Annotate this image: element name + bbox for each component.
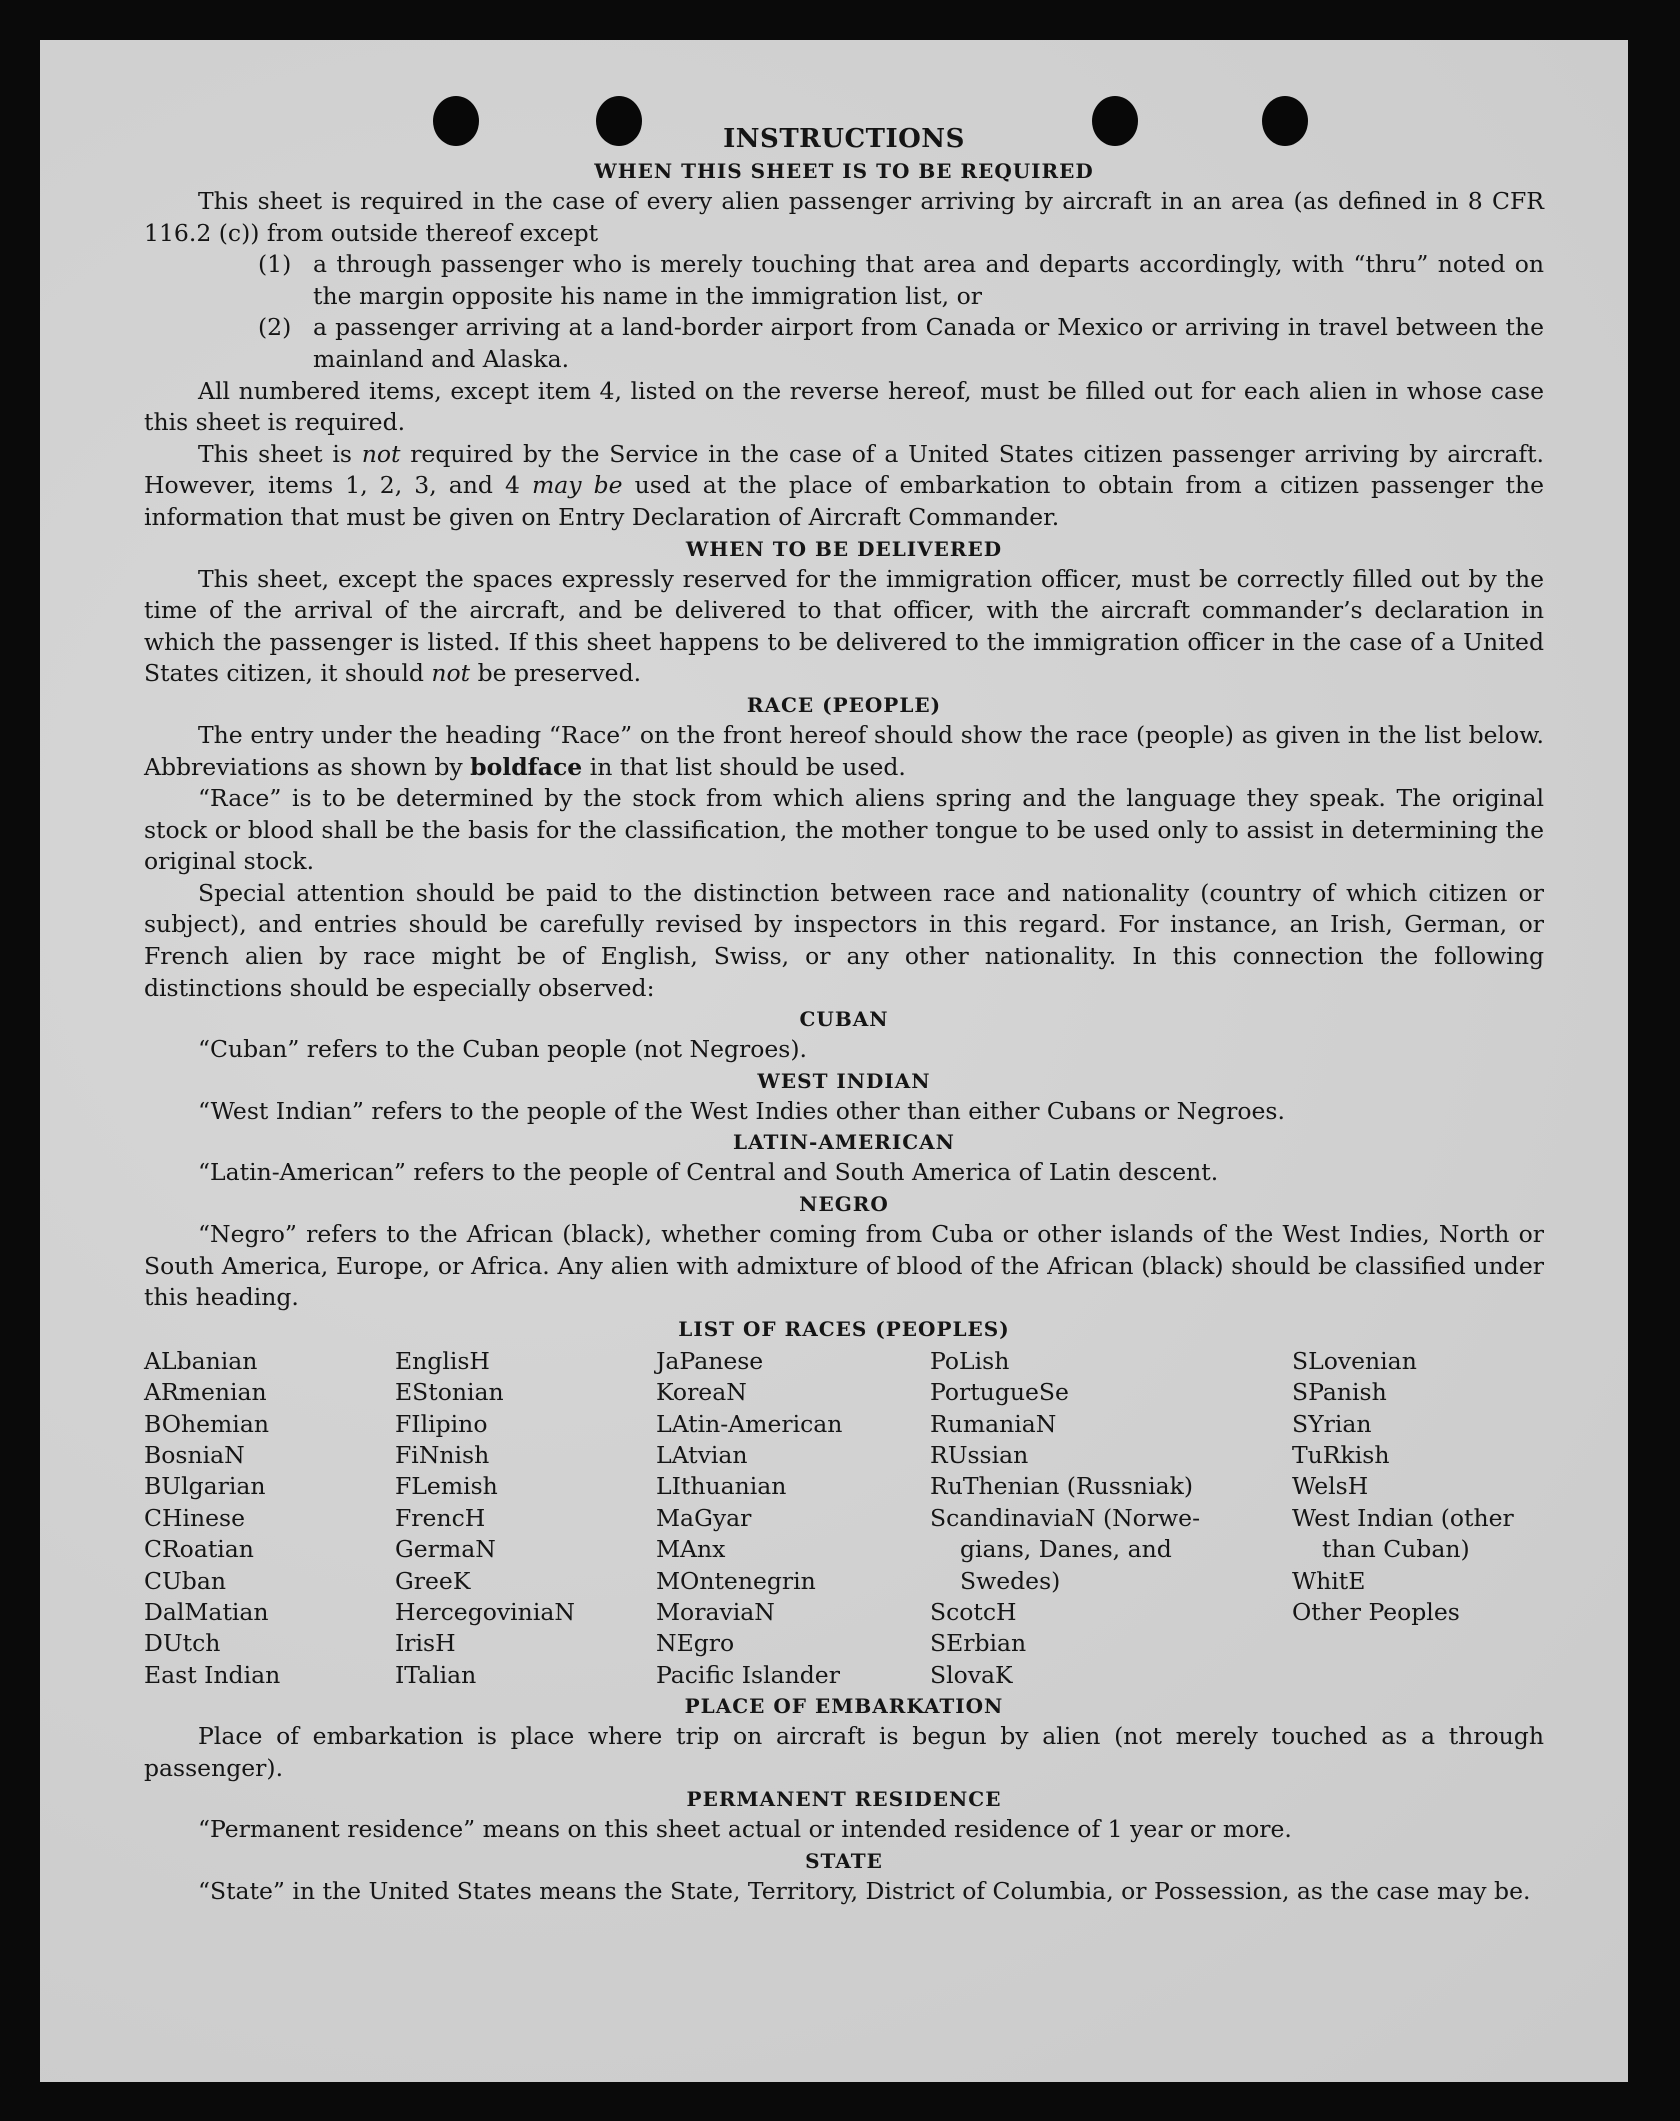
- race-item: ScandinaviaN (Norwe-: [930, 1503, 1201, 1532]
- races-column: [656, 1346, 930, 1691]
- race-item: West Indian (other: [1292, 1503, 1514, 1532]
- item-number: (1): [258, 250, 292, 279]
- race-item: EnglisH: [395, 1346, 490, 1375]
- race-item: SErbian: [930, 1629, 1027, 1658]
- item-text: a through passenger who is merely touching that area and departs accordingly, with “thru” noted on the margin opposite his name in the immigration list, or: [313, 250, 1544, 310]
- race-item: LIthuanian: [656, 1472, 787, 1501]
- race-item: ScotcH: [930, 1598, 1017, 1627]
- race-item: CRoatian: [144, 1535, 254, 1564]
- races-column: [144, 1346, 395, 1691]
- race-item: PortugueSe: [930, 1378, 1069, 1407]
- race-item: LAtvian: [656, 1441, 748, 1470]
- race-item: FLemish: [395, 1472, 498, 1501]
- race-item: GermaN: [395, 1535, 496, 1564]
- race-item: BosniaN: [144, 1441, 245, 1470]
- race-item: WelsH: [1292, 1472, 1369, 1501]
- document-sheet: [40, 40, 1628, 2082]
- races-list: [144, 1346, 1544, 1691]
- race-item: CHinese: [144, 1503, 245, 1532]
- paragraph: This sheet, except the spaces expressly reserved for the immigration officer, must be correctly filled out by the time of the arrival of the aircraft, and be delivered to that officer, with the aircraft commander’s declaration in which the passenger is listed. If this sheet happens to be delivered to the immigration officer in the case of a United States citizen, it should not be preserved.: [144, 564, 1544, 688]
- instructions-content: [144, 122, 1544, 1908]
- races-column: [930, 1346, 1292, 1691]
- heading-negro: NEGRO: [799, 1192, 889, 1217]
- race-item: SPanish: [1292, 1378, 1387, 1407]
- races-column: [395, 1346, 656, 1691]
- race-item: ARmenian: [144, 1378, 267, 1407]
- race-item: Swedes): [960, 1566, 1061, 1595]
- paragraph: “Latin-American” refers to the people of Central and South America of Latin descent.: [198, 1158, 1219, 1187]
- race-item: ITalian: [395, 1660, 477, 1689]
- race-item: DUtch: [144, 1629, 221, 1658]
- race-item: DalMatian: [144, 1598, 269, 1627]
- paragraph: This sheet is required in the case of every alien passenger arriving by aircraft in an area (as defined in 8 CFR 116.2 (c)) from outside thereof except: [144, 187, 1544, 247]
- race-item: FiNnish: [395, 1441, 490, 1470]
- races-column: [1292, 1346, 1552, 1691]
- heading-latin-american: LATIN-AMERICAN: [733, 1130, 955, 1155]
- paragraph: “Permanent residence” means on this sheet actual or intended residence of 1 year or more.: [198, 1815, 1292, 1844]
- race-item: MOntenegrin: [656, 1566, 816, 1595]
- paragraph: The entry under the heading “Race” on the front hereof should show the race (people) as given in the list below. Abbreviations as shown by boldface in that list should be used.: [144, 720, 1544, 781]
- race-item: MAnx: [656, 1535, 726, 1564]
- race-item: than Cuban): [1322, 1535, 1470, 1564]
- paragraph: “West Indian” refers to the people of the West Indies other than either Cubans or Negroes.: [198, 1096, 1285, 1125]
- race-item: SYrian: [1292, 1409, 1372, 1438]
- list-item: [144, 249, 1544, 312]
- race-item: Pacific Islander: [656, 1660, 840, 1689]
- heading-race: RACE (PEOPLE): [746, 692, 942, 717]
- race-item: NEgro: [656, 1629, 735, 1658]
- race-item: SlovaK: [930, 1660, 1013, 1689]
- paragraph: “Negro” refers to the African (black), whether coming from Cuba or other islands of the West Indies, North or South America, Europe, or Africa. Any alien with admixture of blood of the African (black) should be classified under this heading.: [144, 1220, 1544, 1312]
- page-title: INSTRUCTIONS: [723, 124, 965, 154]
- race-item: FIlipino: [395, 1409, 488, 1438]
- race-item: CUban: [144, 1566, 226, 1595]
- race-item: JaPanese: [656, 1346, 764, 1375]
- race-item: ALbanian: [144, 1346, 258, 1375]
- race-item: gians, Danes, and: [960, 1535, 1172, 1564]
- race-item: MoraviaN: [656, 1598, 775, 1627]
- race-item: IrisH: [395, 1629, 456, 1658]
- race-item: PoLish: [930, 1346, 1010, 1375]
- item-text: a passenger arriving at a land-border airport from Canada or Mexico or arriving in travel between the mainland and Alaska.: [313, 313, 1544, 373]
- heading-when-delivered: WHEN TO BE DELIVERED: [685, 536, 1003, 561]
- paragraph: “Race” is to be determined by the stock from which aliens spring and the language they speak. The original stock or blood shall be the basis for the classification, the mother tongue to be used only to assist in determining the original stock.: [144, 784, 1544, 876]
- paragraph: “Cuban” refers to the Cuban people (not Negroes).: [198, 1035, 808, 1064]
- list-item: [144, 312, 1544, 375]
- race-item: BUlgarian: [144, 1472, 266, 1501]
- heading-place-of-embarkation: PLACE OF EMBARKATION: [684, 1694, 1004, 1719]
- heading-state: STATE: [805, 1849, 883, 1874]
- race-item: GreeK: [395, 1566, 471, 1595]
- race-item: BOhemian: [144, 1409, 269, 1438]
- race-item: TuRkish: [1292, 1441, 1390, 1470]
- race-item: WhitE: [1292, 1566, 1366, 1595]
- race-item: RumaniaN: [930, 1409, 1057, 1438]
- race-item: RUssian: [930, 1441, 1029, 1470]
- race-item: Other Peoples: [1292, 1598, 1460, 1627]
- heading-permanent-residence: PERMANENT RESIDENCE: [686, 1787, 1002, 1812]
- race-item: LAtin-American: [656, 1409, 843, 1438]
- race-item: MaGyar: [656, 1503, 752, 1532]
- item-number: (2): [258, 313, 292, 342]
- paragraph: “State” in the United States means the State, Territory, District of Columbia, or Possession, as the case may be.: [198, 1877, 1531, 1906]
- race-item: East Indian: [144, 1660, 281, 1689]
- heading-list-of-races: LIST OF RACES (PEOPLES): [678, 1316, 1010, 1341]
- heading-west-indian: WEST INDIAN: [757, 1068, 931, 1093]
- paragraph: This sheet is not required by the Service in the case of a United States citizen passenger arriving by aircraft. However, items 1, 2, 3, and 4 may be used at the place of embarkation to obtain from a citizen passenger the information that must be given on Entry Declaration of Aircraft Commander.: [144, 439, 1544, 531]
- race-item: HercegoviniaN: [395, 1598, 575, 1627]
- race-item: EStonian: [395, 1378, 504, 1407]
- race-item: SLovenian: [1292, 1346, 1417, 1375]
- heading-cuban: CUBAN: [799, 1007, 889, 1032]
- race-item: FrencH: [395, 1503, 486, 1532]
- paragraph: Special attention should be paid to the distinction between race and nationality (country of which citizen or subject), and entries should be carefully revised by inspectors in this regard. For instance, an Irish, German, or French alien by race might be of English, Swiss, or any other nationality. In this connection the following distinctions should be especially observed:: [144, 878, 1544, 1002]
- race-item: RuThenian (Russniak): [930, 1472, 1193, 1501]
- paragraph: All numbered items, except item 4, listed on the reverse hereof, must be filled out for each alien in whose case this sheet is required.: [144, 376, 1544, 437]
- heading-when-required: WHEN THIS SHEET IS TO BE REQUIRED: [594, 159, 1094, 183]
- paragraph: Place of embarkation is place where trip on aircraft is begun by alien (not merely touched as a through passenger).: [144, 1722, 1544, 1782]
- race-item: KoreaN: [656, 1378, 747, 1407]
